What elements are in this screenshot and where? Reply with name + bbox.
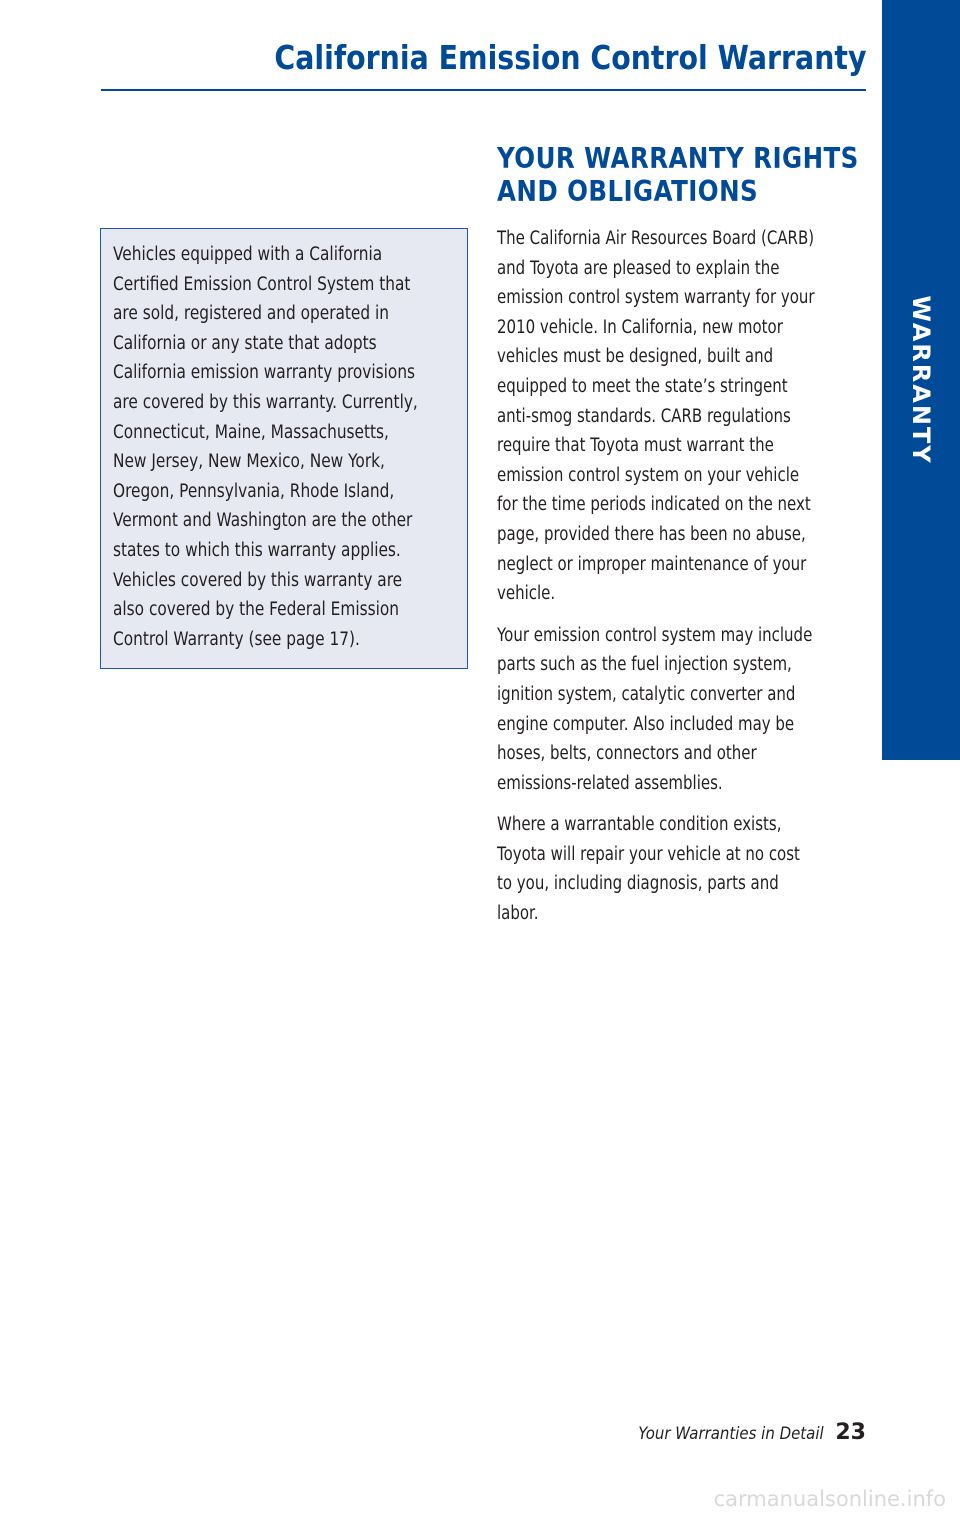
body-line: labor.	[497, 903, 539, 925]
note-line: are covered by this warranty. Currently,	[113, 391, 418, 413]
body-line: anti-smog standards. CARB regulations	[497, 405, 791, 427]
note-line: Vehicles equipped with a California	[113, 244, 383, 265]
body-line: emissions-related assemblies.	[497, 772, 723, 794]
body-line: The California Air Resources Board (CARB)	[497, 228, 815, 249]
footer-label: Your Warranties in Detail	[638, 1424, 824, 1444]
note-line: states to which this warranty applies.	[113, 539, 401, 561]
section-heading-line: YOUR WARRANTY RIGHTS	[497, 142, 859, 175]
note-line: California or any state that adopts	[113, 332, 377, 354]
body-line: parts such as the fuel injection system,	[497, 654, 792, 676]
body-line: and Toyota are pleased to explain the	[497, 257, 780, 279]
note-line: Oregon, Pennsylvania, Rhode Island,	[113, 480, 395, 502]
note-line: Connecticut, Maine, Massachusetts,	[113, 421, 389, 443]
section-heading	[497, 142, 869, 208]
body-line: Where a warrantable condition exists,	[497, 814, 782, 836]
body-line: require that Toyota must warrant the	[497, 435, 774, 457]
note-line: Certified Emission Control System that	[113, 273, 411, 295]
body-line: emission control system warranty for your	[497, 287, 815, 309]
side-tab	[882, 0, 960, 760]
page-footer	[613, 1420, 866, 1445]
body-line: Your emission control system may include	[497, 624, 813, 646]
paragraph-carb	[497, 224, 862, 609]
page-title: California Emission Control Warranty	[273, 38, 866, 77]
body-line: engine computer. Also included may be	[497, 713, 795, 735]
body-line: 2010 vehicle. In California, new motor	[497, 316, 783, 338]
body-line: Toyota will repair your vehicle at no cost	[497, 843, 800, 865]
watermark: carmanualsonline.info	[713, 1487, 946, 1511]
section-heading-line: AND OBLIGATIONS	[497, 175, 759, 208]
note-line: Control Warranty (see page 17).	[113, 628, 360, 650]
body-line: vehicles must be designed, built and	[497, 346, 774, 368]
body-line: neglect or improper maintenance of your	[497, 553, 807, 575]
side-tab-label: WARRANTY	[907, 295, 935, 465]
paragraph-parts	[497, 621, 862, 799]
page-number: 23	[835, 1420, 866, 1445]
body-line: page, provided there has been no abuse,	[497, 523, 806, 545]
body-line: ignition system, catalytic converter and	[497, 683, 796, 705]
note-line: New Jersey, New Mexico, New York,	[113, 451, 385, 473]
note-text	[113, 240, 453, 654]
note-line: California emission warranty provisions	[113, 362, 416, 384]
body-line: hoses, belts, connectors and other	[497, 743, 757, 765]
note-box	[100, 228, 468, 669]
body-line: to you, including diagnosis, parts and	[497, 873, 779, 895]
title-rule	[101, 89, 866, 91]
note-line: also covered by the Federal Emission	[113, 599, 399, 621]
body-line: for the time periods indicated on the next	[497, 494, 811, 516]
note-line: are sold, registered and operated in	[113, 303, 390, 325]
body-line: equipped to meet the state’s stringent	[497, 375, 788, 397]
body-line: emission control system on your vehicle	[497, 464, 800, 486]
paragraph-repair	[497, 810, 862, 928]
body-line: vehicle.	[497, 583, 556, 605]
note-line: Vermont and Washington are the other	[113, 510, 413, 532]
note-line: Vehicles covered by this warranty are	[113, 569, 403, 591]
warranty-rights-section	[497, 142, 869, 941]
